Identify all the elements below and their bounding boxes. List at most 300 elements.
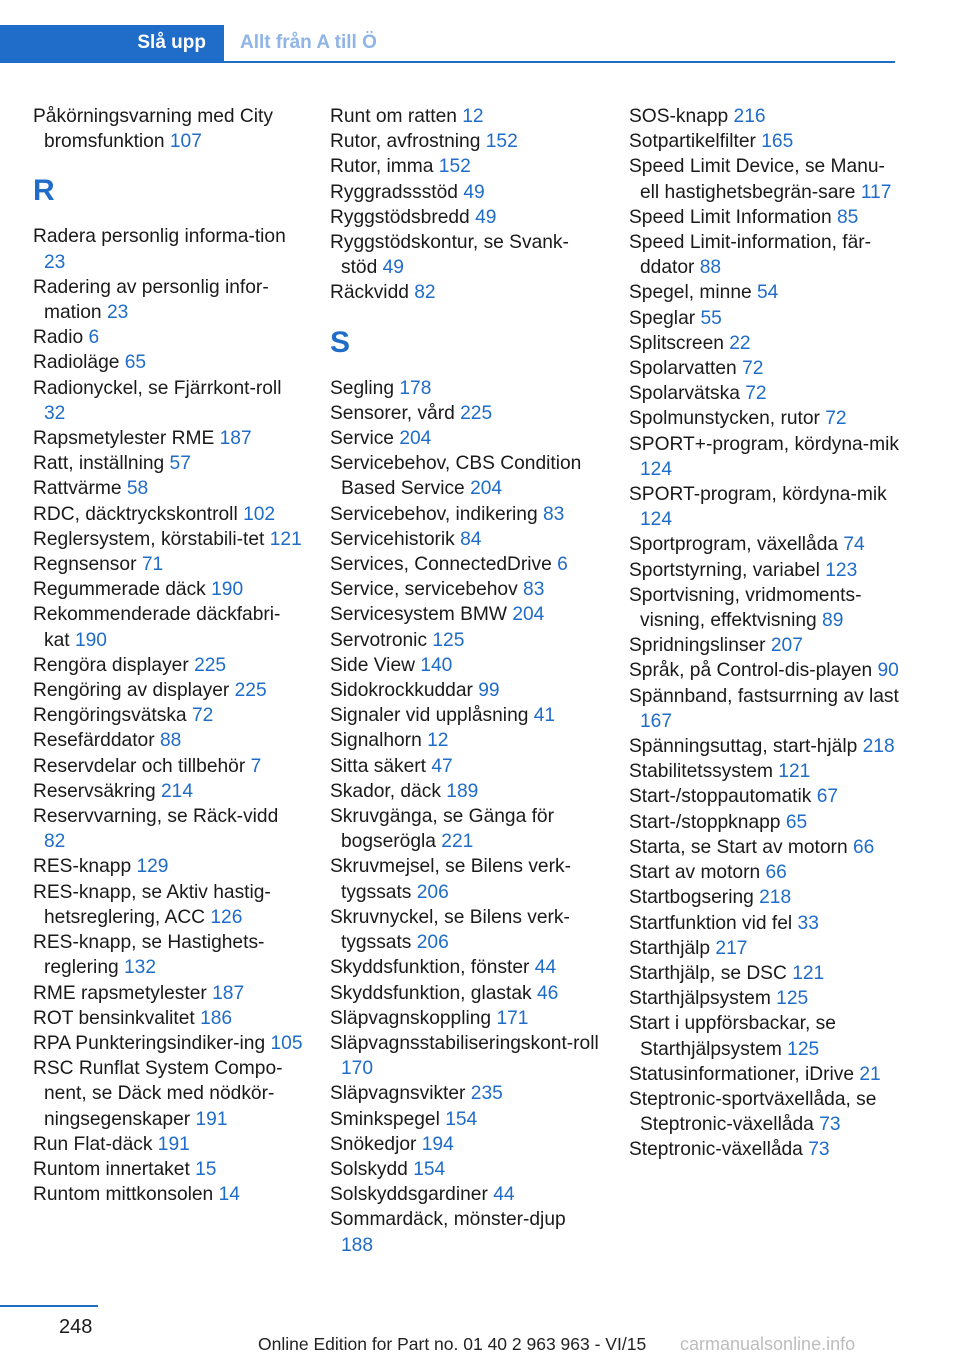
page-link[interactable]: 165	[761, 131, 794, 153]
index-term: Skyddsfunktion, glastak	[330, 982, 532, 1004]
index-term: Reservvarning, se Räck‐vidd	[33, 806, 279, 828]
page-link[interactable]: 85	[836, 206, 859, 228]
index-term: Statusinformationer, iDrive	[629, 1063, 855, 1085]
page-link[interactable]: 191	[157, 1133, 190, 1155]
page-link[interactable]: 189	[446, 780, 479, 802]
index-term: Ryggradssstöd	[330, 181, 458, 203]
index-entry	[330, 180, 600, 205]
page-link[interactable]: 66	[852, 836, 875, 858]
watermark: carmanualsonline.info	[680, 1334, 856, 1354]
section-letter: R	[33, 174, 55, 208]
index-entry	[33, 325, 303, 350]
page-link[interactable]: 125	[432, 629, 465, 651]
page-link[interactable]: 88	[699, 257, 722, 279]
index-term: Signaler vid upplåsning	[330, 705, 529, 727]
index-term: Start-/stoppautomatik	[629, 786, 812, 808]
page-link[interactable]: 105	[270, 1032, 303, 1054]
index-entry	[33, 930, 303, 980]
index-term: Radionyckel, se Fjärrkont‐roll	[33, 377, 282, 399]
tab-a-to-z[interactable]: Allt från A till Ö	[240, 32, 377, 53]
index-entry	[33, 678, 303, 703]
index-entry	[33, 779, 303, 804]
index-term: Rekommenderade däckfabri‐kat	[33, 604, 281, 651]
page-link[interactable]: 206	[416, 881, 449, 903]
page-link[interactable]: 66	[765, 862, 787, 884]
index-entry	[33, 1182, 303, 1207]
page-link[interactable]: 44	[493, 1184, 515, 1206]
page-link[interactable]: 54	[757, 282, 779, 304]
index-term: Rapsmetylester RME	[33, 428, 215, 450]
index-term: Spänningsuttag, start‐hjälp	[629, 736, 858, 758]
index-term: Sminkspegel	[330, 1108, 440, 1130]
page-link[interactable]: 218	[862, 736, 895, 758]
index-term: RDC, däcktryckskontroll	[33, 503, 238, 525]
index-entry	[629, 835, 904, 860]
index-term: Runtom innertaket	[33, 1158, 190, 1180]
page-link[interactable]: 154	[445, 1108, 478, 1130]
page-link[interactable]: 21	[859, 1063, 881, 1085]
index-term: Stabilitetssystem	[629, 761, 773, 783]
index-term: Släpvagnskoppling	[330, 1007, 492, 1029]
index-entry	[330, 401, 600, 426]
index-entry	[33, 552, 303, 577]
index-entry	[33, 1031, 303, 1056]
index-term: Start i uppförsbackar, se Starthjälpsystem	[629, 1013, 836, 1060]
page-link[interactable]: 82	[44, 831, 66, 853]
index-entry	[330, 230, 600, 280]
page-link[interactable]: 7	[250, 755, 262, 777]
index-entry	[33, 981, 303, 1006]
index-term: Rutor, imma	[330, 156, 434, 178]
index-term: Speglar	[629, 307, 696, 329]
index-entry	[33, 224, 303, 274]
index-term: Räckvidd	[330, 282, 409, 304]
index-entry	[629, 532, 904, 557]
page-link[interactable]: 84	[460, 528, 482, 550]
index-term: Skruvgänga, se Gänga för bogserögla	[330, 806, 554, 853]
index-entry	[33, 104, 303, 154]
index-term: Startbogsering	[629, 887, 754, 909]
index-entry	[629, 1087, 904, 1137]
index-term: RPA Punkteringsindiker‐ing	[33, 1032, 266, 1054]
index-term: Runtom mittkonsolen	[33, 1184, 214, 1206]
index-entry	[330, 527, 600, 552]
index-term: Runt om ratten	[330, 106, 457, 127]
index-entry	[629, 306, 904, 331]
page-link[interactable]: 216	[733, 106, 766, 127]
index-entry	[330, 678, 600, 703]
page-link[interactable]: 187	[212, 982, 245, 1004]
index-term: Services, ConnectedDrive	[330, 554, 552, 576]
index-entry	[330, 653, 600, 678]
index-entry	[33, 451, 303, 476]
page-link[interactable]: 126	[210, 906, 243, 928]
index-entry	[629, 860, 904, 885]
index-entry	[629, 558, 904, 583]
page-link[interactable]: 74	[843, 534, 865, 556]
page-link[interactable]: 6	[557, 554, 568, 576]
page-link[interactable]: 204	[512, 604, 545, 626]
page-link[interactable]: 6	[88, 327, 100, 349]
index-term: Snökedjor	[330, 1133, 417, 1155]
index-term: Radera personlig informa‐tion	[33, 226, 286, 248]
page-link[interactable]: 152	[485, 131, 518, 153]
index-term: Skruvnyckel, se Bilens verk‐tygssats	[330, 906, 570, 954]
page-link[interactable]: 12	[427, 730, 449, 752]
index-entry	[330, 1107, 600, 1132]
index-column-1	[33, 104, 303, 1207]
index-term: Släpvagnsstabiliseringskont‐roll	[330, 1032, 599, 1054]
index-entry	[629, 406, 904, 431]
page-link[interactable]: 167	[640, 710, 673, 732]
index-entry	[33, 1132, 303, 1157]
index-entry	[629, 280, 904, 305]
index-entry	[330, 577, 600, 602]
index-term: Ryggstödsbredd	[330, 206, 470, 228]
index-term: Skador, däck	[330, 780, 441, 802]
page-link[interactable]: 190	[74, 629, 107, 651]
index-term: Rattvärme	[33, 478, 122, 500]
index-term: Skruvmejsel, se Bilens verk‐tygssats	[330, 856, 571, 903]
index-term: RES-knapp, se Aktiv hastig‐hetsreglering, ACC	[33, 881, 271, 928]
index-entry	[629, 1011, 904, 1061]
index-term: Rengöra displayer	[33, 654, 189, 676]
page-link[interactable]: 99	[478, 680, 500, 702]
index-entry	[330, 205, 600, 230]
index-entry	[330, 955, 600, 980]
index-entry	[629, 583, 904, 633]
page-link[interactable]: 107	[169, 131, 202, 153]
index-term: Servicebehov, CBS Condition Based Service	[330, 453, 582, 500]
page-link[interactable]: 44	[534, 957, 557, 979]
index-term: Start-/stoppknapp	[629, 811, 781, 833]
index-term: Spolmunstycken, rutor	[629, 408, 820, 430]
page-link[interactable]: 82	[414, 282, 436, 304]
index-entry	[330, 1006, 600, 1031]
page-link[interactable]: 140	[420, 654, 453, 676]
page-link[interactable]: 132	[124, 957, 157, 979]
page-link[interactable]: 12	[462, 106, 484, 127]
page-link[interactable]: 190	[211, 579, 244, 601]
index-entry	[33, 476, 303, 501]
index-term: Rengöring av displayer	[33, 680, 230, 702]
index-entry	[330, 804, 600, 854]
index-entry	[33, 350, 303, 375]
index-term: Segling	[330, 377, 395, 399]
page-link[interactable]: 22	[729, 332, 751, 354]
page-link[interactable]: 207	[770, 635, 803, 657]
page-link[interactable]: 23	[44, 251, 66, 273]
index-entry	[33, 728, 303, 753]
page-link[interactable]: 125	[776, 988, 809, 1010]
page-link[interactable]: 83	[523, 579, 545, 601]
index-term: Starthjälpsystem	[629, 988, 771, 1010]
page-link[interactable]: 217	[715, 937, 748, 959]
index-term: Run Flat-däck	[33, 1133, 153, 1155]
index-entry	[629, 104, 904, 129]
page-link[interactable]: 121	[778, 761, 811, 783]
index-term: Solskyddsgardiner	[330, 1184, 488, 1206]
page-link[interactable]: 72	[191, 705, 214, 727]
index-column-3	[629, 104, 904, 1163]
page-link[interactable]: 90	[877, 660, 899, 682]
index-term: Spridningslinser	[629, 635, 766, 657]
page-link[interactable]: 225	[460, 402, 493, 424]
page-link[interactable]: 171	[496, 1007, 529, 1029]
index-entry	[330, 602, 600, 627]
page-link[interactable]: 194	[421, 1133, 454, 1155]
page-link[interactable]: 23	[106, 302, 129, 324]
index-entry	[629, 658, 904, 683]
index-term: Reglersystem, körstabili‐tet	[33, 528, 265, 550]
index-entry	[629, 810, 904, 835]
index-entry	[330, 728, 600, 753]
index-entry	[629, 784, 904, 809]
page-link[interactable]: 47	[431, 755, 453, 777]
index-term: Reservsäkring	[33, 780, 156, 802]
index-entry	[330, 779, 600, 804]
page-link[interactable]: 117	[860, 181, 892, 203]
index-term: Service	[330, 428, 394, 450]
page-link[interactable]: 121	[269, 528, 302, 550]
index-entry	[629, 684, 904, 734]
index-entry	[33, 376, 303, 426]
index-entry	[33, 854, 303, 879]
index-term: Sportvisning, vridmoments‐visning, effektvisning	[629, 584, 862, 632]
index-term: Sportprogram, växellåda	[629, 534, 839, 556]
page-link[interactable]: 178	[399, 377, 432, 399]
footer-rule	[0, 1305, 98, 1307]
index-entry	[330, 703, 600, 728]
page-link[interactable]: 71	[141, 554, 164, 576]
page-link[interactable]: 154	[413, 1158, 446, 1180]
index-term: Språk, på Control-dis‐playen	[629, 660, 873, 682]
index-term: Skyddsfunktion, fönster	[330, 957, 530, 979]
index-term: Speed Limit Device, se Manu‐ell hastighetsbegrän‐sare	[629, 156, 885, 203]
page-link[interactable]: 204	[470, 478, 503, 500]
page-link[interactable]: 124	[640, 509, 673, 531]
page-link[interactable]: 187	[219, 428, 252, 450]
index-entry	[330, 451, 600, 501]
index-entry	[629, 759, 904, 784]
page-link[interactable]: 152	[438, 156, 471, 178]
index-term: Servicehistorik	[330, 528, 455, 550]
index-term: Spolarvatten	[629, 358, 737, 380]
index-term: RES-knapp, se Hastighets‐reglering	[33, 932, 265, 979]
index-term: Servicesystem BMW	[330, 604, 507, 626]
page-link[interactable]: 46	[536, 982, 559, 1004]
index-term: RME rapsmetylester	[33, 982, 207, 1004]
index-term: Rengöringsvätska	[33, 705, 187, 727]
index-entry	[33, 1157, 303, 1182]
page-link[interactable]: 49	[382, 257, 404, 279]
page-link[interactable]: 235	[470, 1083, 503, 1105]
index-term: Regummerade däck	[33, 579, 206, 601]
page-link[interactable]: 41	[533, 705, 556, 727]
index-term: Servicebehov, indikering	[330, 503, 538, 525]
page-link[interactable]: 33	[797, 912, 819, 934]
index-entry	[629, 331, 904, 356]
index-entry	[33, 880, 303, 930]
index-entry	[33, 703, 303, 728]
index-term: Påkörningsvarning med City bromsfunktion	[33, 106, 273, 153]
index-term: Servotronic	[330, 629, 428, 651]
index-term: SPORT-program, kördyna‐mik	[629, 484, 887, 506]
index-term: Radering av personlig infor‐mation	[33, 276, 269, 324]
index-term: Starta, se Start av motorn	[629, 836, 848, 858]
index-entry	[629, 129, 904, 154]
page-link[interactable]: 121	[792, 962, 825, 984]
tab-look-up[interactable]: Slå upp	[0, 25, 224, 61]
page-link[interactable]: 191	[195, 1108, 228, 1130]
index-term: RES-knapp	[33, 856, 132, 878]
index-term: Start av motorn	[629, 862, 761, 884]
index-entry	[629, 936, 904, 961]
page-link[interactable]: 49	[475, 206, 497, 228]
page-number: 248	[59, 1316, 93, 1338]
index-term: Reservdelar och tillbehör	[33, 755, 246, 777]
index-entry	[33, 527, 303, 552]
index-entry	[330, 1207, 600, 1257]
index-term: Radio	[33, 327, 84, 349]
index-term: Spolarvätska	[629, 383, 740, 405]
index-entry	[330, 754, 600, 779]
page-link[interactable]: 186	[200, 1007, 233, 1029]
page-link[interactable]: 188	[341, 1234, 374, 1256]
index-term: Radioläge	[33, 352, 120, 374]
index-term: SOS-knapp	[629, 106, 729, 127]
page-link[interactable]: 72	[745, 383, 767, 405]
index-entry	[629, 885, 904, 910]
page-link[interactable]: 15	[195, 1158, 217, 1180]
page-link[interactable]: 49	[463, 181, 485, 203]
index-entry	[629, 381, 904, 406]
page-link[interactable]: 206	[416, 932, 449, 954]
index-term: Spegel, minne	[629, 282, 752, 304]
index-term: Service, servicebehov	[330, 579, 518, 601]
index-term: Side View	[330, 654, 415, 676]
page-link[interactable]: 124	[640, 458, 673, 480]
index-entry	[330, 905, 600, 955]
index-entry	[33, 426, 303, 451]
page-link[interactable]: 55	[700, 307, 722, 329]
page-link[interactable]: 89	[822, 610, 844, 632]
page-link[interactable]: 88	[159, 730, 182, 752]
page-link[interactable]: 129	[136, 856, 169, 878]
index-term: Sidokrockkuddar	[330, 680, 473, 702]
index-term: Sommardäck, mönster‐djup	[330, 1209, 566, 1231]
page-link[interactable]: 83	[542, 503, 565, 525]
index-entry	[33, 1006, 303, 1031]
index-entry	[629, 1062, 904, 1087]
page-link[interactable]: 65	[785, 811, 808, 833]
page-link[interactable]: 170	[341, 1058, 374, 1080]
page-link[interactable]: 123	[825, 559, 858, 581]
index-term: Starthjälp, se DSC	[629, 962, 787, 984]
index-entry	[629, 482, 904, 532]
index-term: Ratt, inställning	[33, 453, 165, 475]
section-letter: S	[330, 325, 351, 359]
page-link[interactable]: 225	[234, 680, 267, 702]
edition-text: Online Edition for Part no. 01 40 2 963 963 - VI/15	[258, 1334, 647, 1354]
index-entry	[629, 230, 904, 280]
page-link[interactable]: 204	[399, 428, 432, 450]
index-entry	[330, 1081, 600, 1106]
page-link[interactable]: 225	[194, 654, 227, 676]
index-term: Sotpartikelfilter	[629, 131, 756, 153]
page-link[interactable]: 125	[787, 1038, 820, 1060]
page-link[interactable]: 214	[160, 780, 193, 802]
index-term: Ryggstödskontur, se Svank‐stöd	[330, 232, 569, 279]
index-entry	[33, 602, 303, 652]
page-link[interactable]: 72	[825, 408, 847, 430]
index-term: Speed Limit Information	[629, 206, 832, 228]
index-entry	[330, 1182, 600, 1207]
index-entry	[629, 961, 904, 986]
page-link[interactable]: 14	[218, 1184, 240, 1206]
index-entry	[33, 275, 303, 325]
index-term: Rutor, avfrostning	[330, 131, 481, 153]
index-entry	[330, 376, 600, 401]
index-term: RSC Runflat System Compo‐nent, se Däck med nödkör‐ningsegenskaper	[33, 1058, 283, 1130]
index-entry	[33, 577, 303, 602]
page-link[interactable]: 102	[243, 503, 276, 525]
index-term: Sitta säkert	[330, 755, 426, 777]
index-entry	[629, 633, 904, 658]
index-term: Signalhorn	[330, 730, 422, 752]
index-term: Resefärddator	[33, 730, 155, 752]
index-entry	[330, 854, 600, 904]
index-term: Steptronic-växellåda	[629, 1139, 803, 1161]
index-term: Speed Limit-information, fär‐ddator	[629, 232, 872, 279]
page-link[interactable]: 57	[169, 453, 191, 475]
page-link[interactable]: 72	[742, 358, 764, 380]
index-entry	[629, 154, 904, 204]
index-entry	[629, 205, 904, 230]
page-link[interactable]: 65	[124, 352, 147, 374]
index-entry	[330, 129, 600, 154]
page-link[interactable]: 218	[759, 887, 792, 909]
index-entry	[629, 1137, 904, 1162]
index-term: SPORT+-program, kördyna‐mik	[629, 433, 899, 455]
index-term: Sensorer, vård	[330, 402, 455, 424]
tab-bar	[0, 25, 895, 63]
page-link[interactable]: 67	[816, 786, 839, 808]
index-entry	[629, 734, 904, 759]
index-entry	[330, 502, 600, 527]
index-term: Sportstyrning, variabel	[629, 559, 820, 581]
index-entry	[33, 754, 303, 779]
page-link[interactable]: 73	[808, 1139, 830, 1161]
index-entry	[33, 502, 303, 527]
page-link[interactable]: 221	[441, 831, 474, 853]
index-term: Solskydd	[330, 1158, 408, 1180]
index-term: Splitscreen	[629, 332, 724, 354]
index-entry	[629, 911, 904, 936]
index-entry	[33, 1056, 303, 1132]
index-term: ROT bensinkvalitet	[33, 1007, 195, 1029]
index-entry	[330, 426, 600, 451]
index-entry	[330, 154, 600, 179]
page-link[interactable]: 73	[819, 1114, 841, 1136]
page-link[interactable]: 32	[44, 402, 66, 424]
index-entry	[330, 628, 600, 653]
page-link[interactable]: 58	[126, 478, 149, 500]
index-term: Spännband, fastsurrning av last	[629, 685, 899, 707]
index-entry	[330, 1132, 600, 1157]
index-term: Regnsensor	[33, 554, 137, 576]
index-entry	[629, 356, 904, 381]
